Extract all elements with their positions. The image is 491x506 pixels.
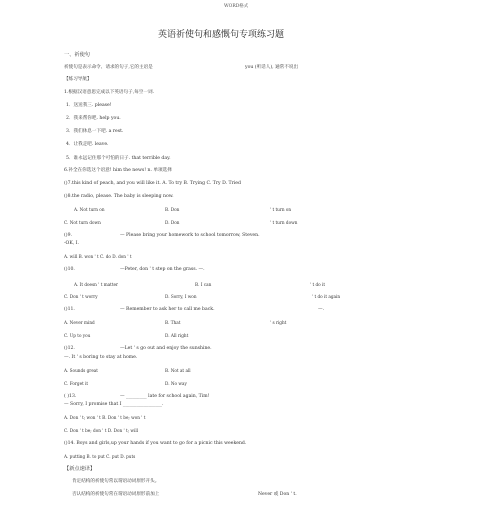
question-11-number: ()11. — [64, 307, 75, 312]
question-11-tail: —. — [318, 307, 325, 312]
option-b-cont: ' t turn on — [270, 207, 292, 212]
page-header: WORD格式 — [224, 4, 249, 9]
option-d: D. No way — [165, 381, 187, 386]
practice-heading: 【练习导航】 — [64, 77, 92, 82]
question-10-number: ()10. — [64, 267, 75, 272]
intro-text: 祈使句是表示命令、请求的句子,它的主语是 — [64, 65, 153, 70]
option-c: C. Up to you — [64, 333, 91, 338]
question-5: 5．谁永远记住那个可怕的日子. that terrible day. — [66, 156, 171, 161]
option-d: D. Don — [165, 220, 180, 225]
question-12-stem: —Let ' s go out and enjoy the sunshine. — [120, 346, 212, 351]
summary-heading: 【新点速译】 — [64, 466, 96, 472]
option-d-cont: ' t do it again — [312, 294, 341, 299]
question-2: 2．我来帮你吧. help you. — [66, 116, 121, 121]
summary-line-2: 否认结构的祈使句常在谓语动词原形前加上 — [72, 492, 160, 497]
option-b: B. Don — [165, 207, 180, 212]
question-9-stem: — Please bring your homework to school tomorrow, Steven. — [120, 233, 260, 238]
question-14: ()14. Boys and girls,up your hands if you want to go for a picnic this weekend. — [64, 441, 247, 446]
summary-line-1: 肯定结构的祈使句常以谓语动词原形开头。 — [72, 479, 160, 484]
option-b: B. I can — [195, 282, 212, 287]
option-b: B. That — [165, 320, 181, 325]
option-a: A. Not turn on — [74, 207, 105, 212]
question-12-number: ()12. — [64, 346, 75, 351]
page-title: 英语祈使句和感慨句专项练习题 — [158, 30, 285, 40]
question-9-number: ()9. — [64, 233, 72, 238]
task-instruction: 1.根据汉语意思完成以下英语句子,每空一词. — [64, 90, 154, 95]
task-instruction-2: 6.补全在你选这个语意! him the news! n. 单项选择 — [64, 168, 172, 173]
question-9-options: A. will B. won ' t C. do D. don ' t — [64, 254, 132, 259]
question-13-stem: — _________ late for school again, Tim! — [120, 394, 210, 399]
question-12-response: —. It ' s boring to stay at home. — [64, 355, 138, 360]
question-13-number: ( )13. — [64, 394, 77, 399]
intro-text-right: you (听话人), 通常不说出 — [245, 65, 299, 70]
question-13-response: — Sorry, I promise that I _________________. — [64, 402, 164, 407]
question-3: 3．我们休息一下吧. a rest. — [66, 129, 124, 134]
option-c: C. Don ' t worry — [64, 294, 98, 299]
question-13-options-ab: A. Don ' t; won ' t B. Don ' t be; won ' t — [64, 415, 146, 420]
question-1: 1．送送我三. please! — [66, 103, 112, 108]
option-d: D. All right — [165, 333, 189, 338]
option-d-cont: ' t turn down — [270, 220, 298, 225]
question-7: ()7.this kind of peach, and you will like it. A. To try B. Trying C. Try D. Tried — [64, 181, 241, 186]
option-a: A. It doesn ' t matter — [74, 282, 119, 287]
option-d: D. Sorry, I won — [165, 294, 197, 299]
question-10-stem: —Peter, don ' t step on the grass. —. — [120, 267, 205, 272]
section-heading: 一、祈使句 — [64, 52, 90, 58]
option-a: A. Never mind — [64, 320, 95, 325]
option-c: C. Forget it — [64, 381, 89, 386]
question-4: 4．让我走吧. leave. — [66, 142, 109, 147]
option-c: C. Not turn down — [64, 220, 101, 225]
question-13-options-cd: C. Don ' t be; don ' t D. Don ' t; will — [64, 428, 139, 433]
summary-line-2-right: Never 或 Don ' t. — [258, 492, 297, 497]
option-b: B. Not at all — [165, 368, 191, 373]
option-a: A. Sounds great — [64, 368, 98, 373]
option-b-cont: ' t do it — [310, 282, 326, 287]
question-9-response: -OK, I. — [64, 241, 79, 246]
question-14-options: A. putting B. to put C. put D. puts — [64, 454, 136, 459]
question-11-stem: — Remember to ask her to call me back. — [120, 307, 215, 312]
option-b-cont: ' s right — [270, 320, 287, 325]
question-8: ()8.the radio, please. The baby is sleeping now. — [64, 194, 174, 199]
